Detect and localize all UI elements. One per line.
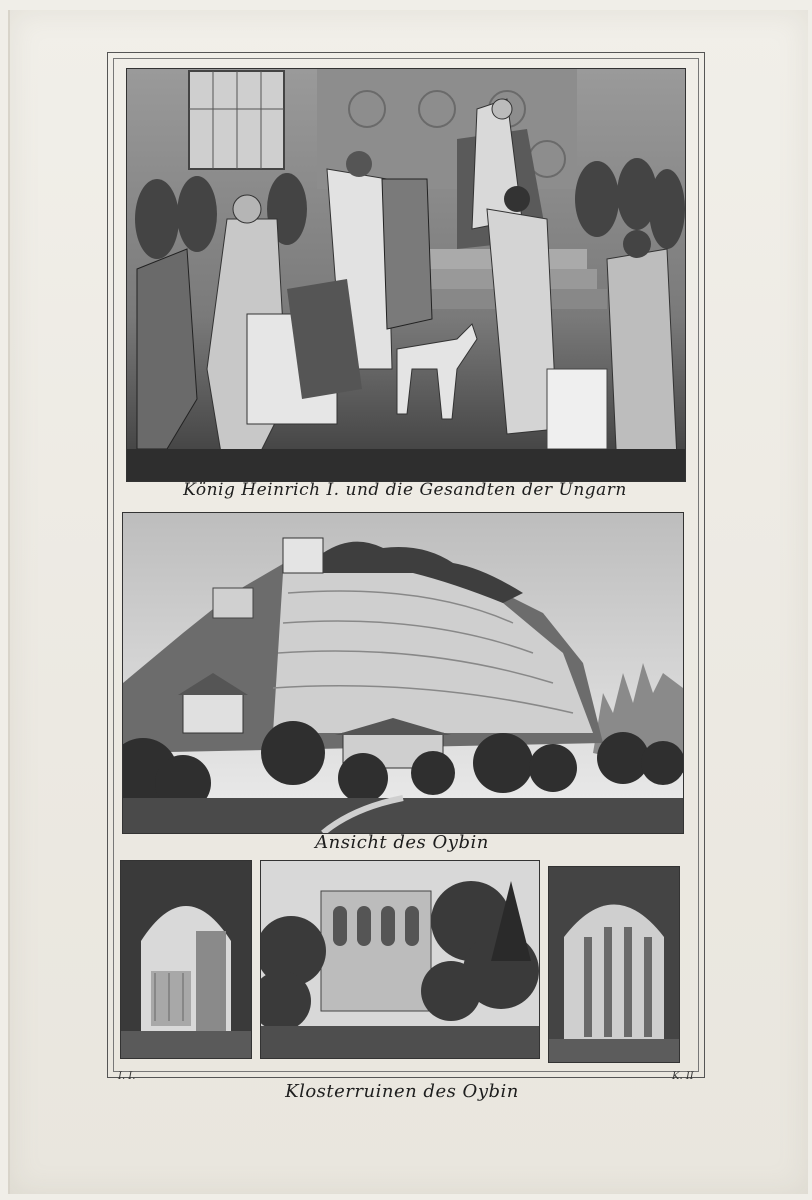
- ruin-nave-illustration: [548, 866, 680, 1063]
- plate-1-caption: König Heinrich I. und die Gesandten der Ungarn: [183, 480, 627, 500]
- throne-room-illustration: [126, 68, 686, 482]
- ruin-arch-illustration: [120, 860, 252, 1059]
- oybin-landscape-illustration: [122, 512, 684, 834]
- plate-3-caption: Klosterruinen des Oybin: [285, 1081, 519, 1102]
- ruins-in-woods-illustration: [260, 860, 540, 1059]
- plate-mark-right: K. II: [672, 1071, 694, 1082]
- plate-2-caption: Ansicht des Oybin: [315, 832, 489, 853]
- plate-mark-left: I. I.: [118, 1071, 136, 1082]
